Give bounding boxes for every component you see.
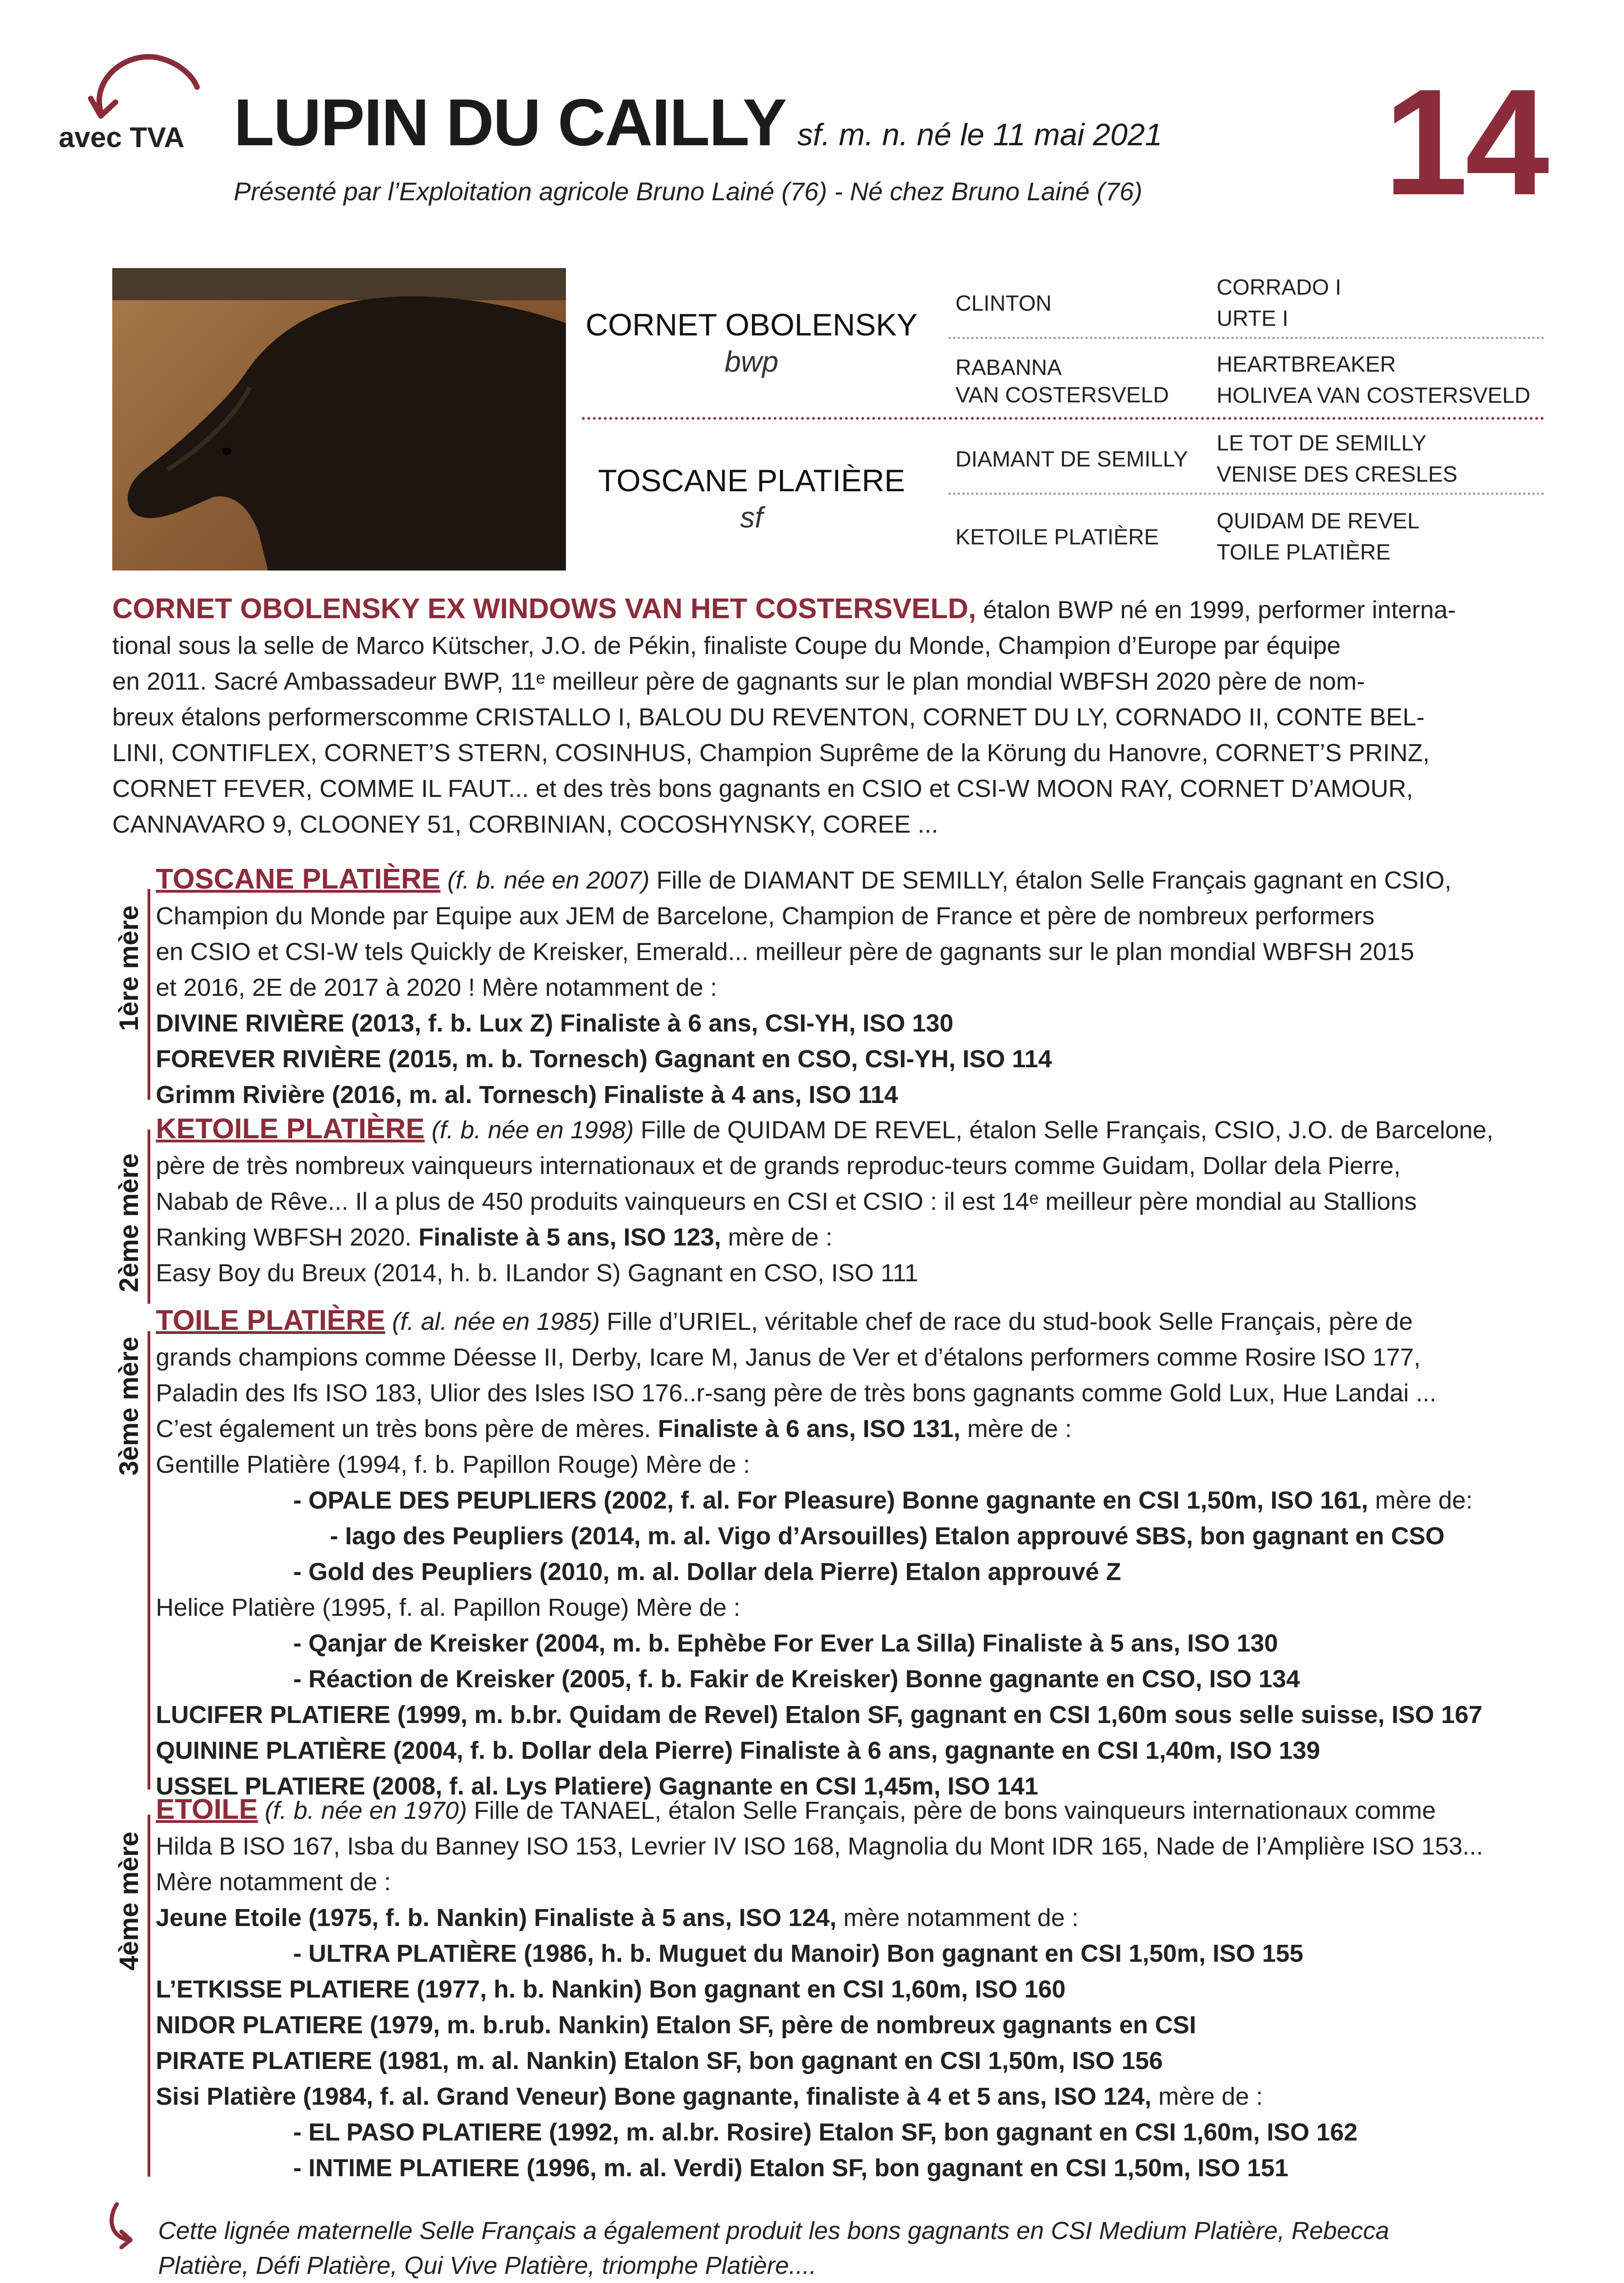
dam-text-line: en CSIO et CSI-W tels Quickly de Kreisker, Emerald... meilleur père de gagnants sur le plan mondial WBFSH 2015 [156, 938, 1415, 966]
dam-text-line: Paladin des Ifs ISO 183, Ulior des Isles ISO 176..r-sang père de très bons gagnants comme Gold Lux, Hue Landai ... [156, 1379, 1437, 1407]
sire-studbook: bwp [724, 345, 779, 378]
produce-line: L’ETKISSE PLATIERE (1977, h. b. Nankin) Bon gagnant en CSI 1,60m, ISO 160 [156, 1976, 1066, 2003]
third-dam-note: (f. al. née en 1985) [392, 1308, 600, 1335]
dam-generation-label: 3ème mère [114, 1336, 144, 1476]
ggs-3: LE TOT DE SEMILLY [1217, 431, 1426, 456]
produce-line: LUCIFER PLATIERE (1999, m. b.br. Quidam de Revel) Etalon SF, gagnant en CSI 1,60m sous selle suisse, ISO 167 [156, 1701, 1482, 1729]
dam-studbook: sf [740, 501, 763, 534]
produce-line: mère de: [1368, 1487, 1473, 1514]
presented-by: Présenté par l’Exploitation agricole Bruno Lainé (76) - Né chez Bruno Lainé (76) [234, 177, 1142, 206]
ggs-2: HEARTBREAKER [1217, 352, 1396, 377]
second-dam-section [156, 1111, 1540, 1291]
curved-arrow-icon [87, 44, 206, 121]
third-dam-name: TOILE PLATIÈRE [156, 1305, 385, 1336]
foal-photo [112, 268, 566, 571]
produce-line: Helice Platière (1995, f. al. Papillon Rouge) Mère de : [156, 1594, 741, 1621]
produce-line: Gentille Platière (1994, f. b. Papillon Rouge) Mère de : [156, 1451, 750, 1478]
lot-number: 14 [1384, 57, 1547, 226]
dam-text-line: Fille d’URIEL, véritable chef de race du stud-book Selle Français, père de [599, 1308, 1413, 1335]
footer-line: Cette lignée maternelle Selle Français a également produit les bons gagnants en CSI Medium Platière, Rebecca [158, 2217, 1389, 2245]
sire-text-line: CANNAVARO 9, CLOONEY 51, CORBINIAN, COCOSHYNSKY, COREE ... [112, 811, 938, 838]
dam-text-line: Mère notamment de : [156, 1868, 391, 1896]
sire-text-line: étalon BWP né en 1999, performer interna- [983, 596, 1456, 624]
return-arrow-icon [103, 2200, 140, 2250]
dam-text-line: Hilda B ISO 167, Isba du Banney ISO 153, Levrier IV ISO 168, Magnolia du Mont IDR 165, Nade de l’Amplière ISO 153... [156, 1833, 1483, 1860]
dam-text-line: père de très nombreux vainqueurs internationaux et de grands reproduc-teurs comme Guidam, Dollar dela Pierre, [156, 1152, 1401, 1180]
sire-text-line: tional sous la selle de Marco Kütscher, J.O. de Pékin, finaliste Coupe du Monde, Champion d’Europe par équipe [112, 632, 1341, 659]
produce-line: - Qanjar de Kreisker (2004, m. b. Ephèbe For Ever La Silla) Finaliste à 5 ans, ISO 130 [293, 1630, 1278, 1657]
ggd-2: HOLIVEA VAN COSTERSVELD [1217, 384, 1531, 408]
produce-line: FOREVER RIVIÈRE (2015, m. b. Tornesch) Gagnant en CSO, CSI-YH, ISO 114 [156, 1045, 1052, 1073]
sire-text-line: en 2011. Sacré Ambassadeur BWP, 11ᵉ meilleur père de gagnants sur le plan mondial WBFSH 2020 père de nom- [112, 668, 1365, 695]
produce-line: mère de : [1151, 2083, 1263, 2110]
sire-description [112, 591, 1547, 842]
section-bar [148, 1130, 150, 1304]
ggs-4: QUIDAM DE REVEL [1217, 509, 1420, 533]
grandsire-paternal: CLINTON [955, 291, 1052, 316]
fourth-dam-name: ETOILE [156, 1794, 258, 1825]
dam-performance: Finaliste à 6 ans, ISO 131, [658, 1415, 960, 1443]
dam-text-line: Nabab de Rêve... Il a plus de 450 produits vainqueurs en CSI et CSIO : il est 14ᵉ meilleur père mondial au Stallions [156, 1188, 1417, 1215]
dam-name: TOSCANE PLATIÈRE [598, 463, 905, 498]
pedigree-dots [949, 337, 1544, 339]
produce-line: - Iago des Peupliers (2014, m. al. Vigo d’Arsouilles) Etalon approuvé SBS, bon gagnant en CSO [330, 1522, 1445, 1550]
produce-line: - EL PASO PLATIERE (1992, m. al.br. Rosire) Etalon SF, bon gagnant en CSI 1,60m, ISO 162 [293, 2118, 1358, 2146]
dam-text-line: Ranking WBFSH 2020. [156, 1224, 419, 1251]
produce-line: Easy Boy du Breux (2014, h. b. ILandor S) Gagnant en CSO, ISO 111 [156, 1259, 918, 1287]
third-dam-section [156, 1303, 1540, 1804]
produce-line: DIVINE RIVIÈRE (2013, f. b. Lux Z) Finaliste à 6 ans, CSI-YH, ISO 130 [156, 1010, 954, 1037]
section-bar [148, 1331, 150, 1789]
sire-text-line: breux étalons performerscomme CRISTALLO I, BALOU DU REVENTON, CORNET DU LY, CORNADO II, CONTE BEL- [112, 703, 1425, 731]
dam-generation-label: 4ème mère [114, 1831, 144, 1970]
fourth-dam-note: (f. b. née en 1970) [264, 1797, 467, 1824]
footer-note [158, 2213, 1547, 2283]
sire-name: CORNET OBOLENSKY [585, 307, 918, 342]
dam-text-line: mère de : [960, 1415, 1072, 1443]
dam-text-line: Fille de TANAEL, étalon Selle Français, père de bons vainqueurs internationaux comme [467, 1797, 1436, 1824]
sire-text-line: LINI, CONTIFLEX, CORNET’S STERN, COSINHUS, Champion Suprême de la Körung du Hanovre, CORNET’S PRINZ, [112, 739, 1430, 767]
ggs-1: CORRADO I [1217, 275, 1342, 300]
produce-line: - OPALE DES PEUPLIERS (2002, f. al. For Pleasure) Bonne gagnante en CSI 1,50m, ISO 161, [293, 1487, 1368, 1514]
dam-text-line: Fille de QUIDAM DE REVEL, étalon Selle Français, CSIO, J.O. de Barcelone, [634, 1116, 1493, 1144]
dam-text-line: mère de : [721, 1224, 833, 1251]
horse-name: LUPIN DU CAILLY [234, 85, 786, 159]
produce-line: NIDOR PLATIERE (1979, m. b.rub. Nankin) Etalon SF, père de nombreux gagnants en CSI [156, 2011, 1196, 2039]
granddam-paternal: RABANNA [955, 356, 1062, 380]
second-dam-name: KETOILE PLATIÈRE [156, 1113, 425, 1145]
produce-line: - Réaction de Kreisker (2005, f. b. Fakir de Kreisker) Bonne gagnante en CSO, ISO 134 [293, 1665, 1300, 1693]
pedigree-divider [582, 417, 1544, 420]
ggd-4: TOILE PLATIÈRE [1217, 540, 1391, 565]
produce-line: QUININE PLATIÈRE (2004, f. b. Dollar dela Pierre) Finaliste à 6 ans, gagnante en CSI 1,40m, ISO 139 [156, 1737, 1320, 1764]
produce-line: - INTIME PLATIERE (1996, m. al. Verdi) Etalon SF, bon gagnant en CSI 1,50m, ISO 151 [293, 2154, 1289, 2182]
produce-line: Jeune Etoile (1975, f. b. Nankin) Finaliste à 5 ans, ISO 124, [156, 1904, 837, 1932]
sire-text-line: CORNET FEVER, COMME IL FAUT... et des très bons gagnants en CSIO et CSI-W MOON RAY, CORNET D’AMOUR, [112, 775, 1413, 802]
granddam-maternal: KETOILE PLATIÈRE [955, 525, 1159, 549]
first-dam-section [156, 862, 1540, 1113]
produce-line: - Gold des Peupliers (2010, m. al. Dollar dela Pierre) Etalon approuvé Z [293, 1558, 1121, 1586]
tva-label: avec TVA [59, 122, 185, 154]
produce-line: - ULTRA PLATIÈRE (1986, h. b. Muguet du Manoir) Bon gagnant en CSI 1,50m, ISO 155 [293, 1940, 1304, 1967]
first-dam-note: (f. b. née en 2007) [447, 867, 650, 894]
pedigree-dots [949, 493, 1544, 495]
sire-full-name: CORNET OBOLENSKY EX WINDOWS VAN HET COSTERSVELD, [112, 593, 977, 625]
produce-line: PIRATE PLATIERE (1981, m. al. Nankin) Etalon SF, bon gagnant en CSI 1,50m, ISO 156 [156, 2047, 1163, 2074]
dam-performance: Finaliste à 5 ans, ISO 123, [418, 1224, 721, 1251]
dam-text-line: et 2016, 2E de 2017 à 2020 ! Mère notamment de : [156, 974, 717, 1001]
dam-generation-label: 2ème mère [114, 1153, 144, 1292]
ggd-3: VENISE DES CRESLES [1217, 462, 1458, 487]
footer-line: Platière, Défi Platière, Qui Vive Platière, triomphe Platière.... [158, 2252, 817, 2279]
dam-text-line: grands champions comme Déesse II, Derby, Icare M, Janus de Ver et d’étalons performers comme Rosire ISO 177, [156, 1344, 1421, 1371]
second-dam-note: (f. b. née en 1998) [431, 1116, 634, 1144]
foal-silhouette [112, 268, 566, 571]
dam-text-line: Champion du Monde par Equipe aux JEM de Barcelone, Champion de France et père de nombreux performers [156, 902, 1375, 930]
horse-subtitle: sf. m. n. né le 11 mai 2021 [797, 117, 1163, 152]
section-bar [148, 889, 150, 1100]
grandsire-maternal: DIAMANT DE SEMILLY [955, 447, 1188, 472]
ggd-1: URTE I [1217, 307, 1289, 331]
produce-line: Grimm Rivière (2016, m. al. Tornesch) Finaliste à 4 ans, ISO 114 [156, 1081, 898, 1109]
produce-line: USSEL PLATIERE (2008, f. al. Lys Platiere) Gagnante en CSI 1,45m, ISO 141 [156, 1773, 1038, 1800]
first-dam-name: TOSCANE PLATIÈRE [156, 863, 441, 895]
section-bar [148, 1815, 150, 2177]
produce-line: mère notamment de : [836, 1904, 1079, 1932]
produce-line: Sisi Platière (1984, f. al. Grand Veneur) Bone gagnante, finaliste à 4 et 5 ans, ISO 124, [156, 2083, 1152, 2110]
dam-generation-label: 1ère mère [114, 905, 144, 1031]
fourth-dam-section [156, 1792, 1540, 2186]
dam-text-line: Fille de DIAMANT DE SEMILLY, étalon Selle Français gagnant en CSIO, [649, 867, 1452, 894]
granddam-paternal-line2: VAN COSTERSVELD [955, 383, 1169, 407]
dam-text-line: C’est également un très bons père de mères. [156, 1415, 658, 1443]
